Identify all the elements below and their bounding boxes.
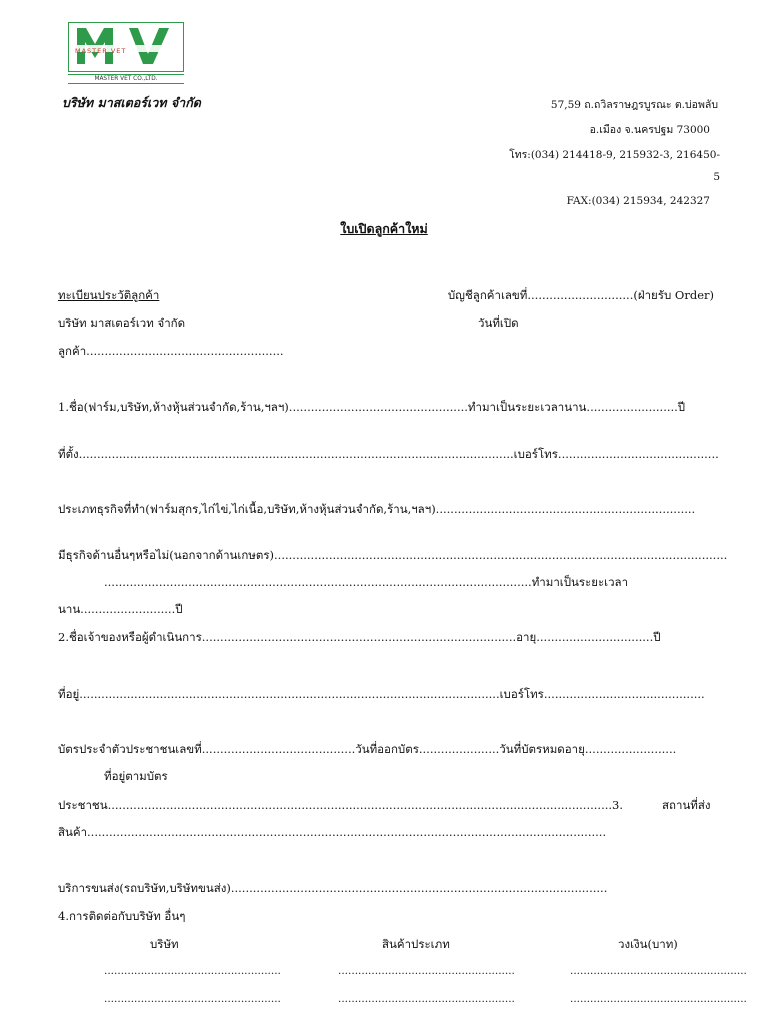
account-number-field[interactable]: บัญชีลูกค้าเลขที่.............................(ฝ่ายรับ Order) xyxy=(447,288,714,302)
open-date-label: วันที่เปิด xyxy=(478,316,519,330)
other-business-duration-field[interactable]: .....................................................................................................................ทำมาเป็นระยะเวลา xyxy=(104,575,629,589)
customer-field[interactable]: ลูกค้า...................................................... xyxy=(58,344,284,358)
logo-frame xyxy=(68,22,184,72)
business-type-field[interactable]: ประเภทธุรกิจที่ทำ(ฟาร์มสุกร,ไก่ไข่,ไก่เนื้อ,บริษัท,ห้างหุ้นส่วนจำกัด,ร้าน,ฯลฯ)....................................................................... xyxy=(58,502,696,516)
col-header-company: บริษัท xyxy=(150,937,179,951)
business-name-field[interactable]: 1.ชื่อ(ฟาร์ม,บริษัท,ห้างหุ้นส่วนจำกัด,ร้าน,ฯลฯ).................................................ทำมาเป็นระยะเวลานาน.........................ปี xyxy=(58,400,686,414)
company-name: บริษัท มาสเตอร์เวท จำกัด xyxy=(62,95,201,110)
transport-service-field[interactable]: บริการขนส่ง(รถบริษัท,บริษัทขนส่ง)....................................................................................................... xyxy=(58,881,608,895)
table-cell-company-2[interactable]: ..................................................... xyxy=(104,993,281,1005)
registry-heading: ทะเบียนประวัติลูกค้า xyxy=(58,288,160,302)
id-card-field[interactable]: บัตรประจำตัวประชาชนเลขที่..........................................วันที่ออกบัตร......................วันที่บัตรหมดอายุ......................... xyxy=(58,742,677,756)
owner-name-field[interactable]: 2.ชื่อเจ้าของหรือผู้ดำเนินการ......................................................................................อายุ................................ปี xyxy=(58,630,661,644)
address-line-2: อ.เมือง จ.นครปฐม 73000 xyxy=(589,124,710,136)
address-phone: โทร:(034) 214418-9, 215932-3, 216450- xyxy=(509,149,720,161)
col-header-product-type: สินค้าประเภท xyxy=(382,937,450,951)
form-title: ใบเปิดลูกค้าใหม่ xyxy=(340,221,428,236)
logo-subtitle: MASTER VET CO.,LTD. xyxy=(68,74,184,84)
table-cell-limit-1[interactable]: ..................................................... xyxy=(570,965,747,977)
location-field[interactable]: ที่ตั้ง.......................................................................................................................เบอร์โทร............................................ xyxy=(58,447,719,461)
table-cell-company-1[interactable]: ..................................................... xyxy=(104,965,281,977)
other-business-field[interactable]: มีธุรกิจด้านอื่นๆหรือไม่(นอกจากด้านเกษตร)............................................................................................................................ xyxy=(58,548,728,562)
owner-address-field[interactable]: ที่อยู่...................................................................................................................เบอร์โทร............................................ xyxy=(58,687,705,701)
address-line-1: 57,59 ถ.ถวิลราษฎรบูรณะ ต.บ่อพลับ xyxy=(550,99,718,111)
logo-wordmark: MASTER VET xyxy=(75,47,127,55)
company-line: บริษัท มาสเตอร์เวท จำกัด xyxy=(58,316,186,330)
table-cell-product-2[interactable]: ..................................................... xyxy=(338,993,515,1005)
duration-years-field[interactable]: นาน..........................ปี xyxy=(58,602,183,616)
address-fax: FAX:(034) 215934, 242327 xyxy=(566,195,710,207)
address-phone-cont: 5 xyxy=(713,171,720,183)
id-card-address-label: ที่อยู่ตามบัตร xyxy=(104,769,168,783)
table-cell-product-1[interactable]: ..................................................... xyxy=(338,965,515,977)
col-header-credit-limit: วงเงิน(บาท) xyxy=(618,937,678,951)
company-logo xyxy=(68,22,186,84)
delivery-location-label: สถานที่ส่ง xyxy=(662,798,711,812)
other-contacts-heading: 4.การติดต่อกับบริษัท อื่นๆ xyxy=(58,909,186,923)
delivery-location-field[interactable]: สินค้า.............................................................................................................................................. xyxy=(58,825,607,839)
id-card-address-field[interactable]: ประชาชน..........................................................................................................................................3. xyxy=(58,798,624,812)
table-cell-limit-2[interactable]: ..................................................... xyxy=(570,993,747,1005)
